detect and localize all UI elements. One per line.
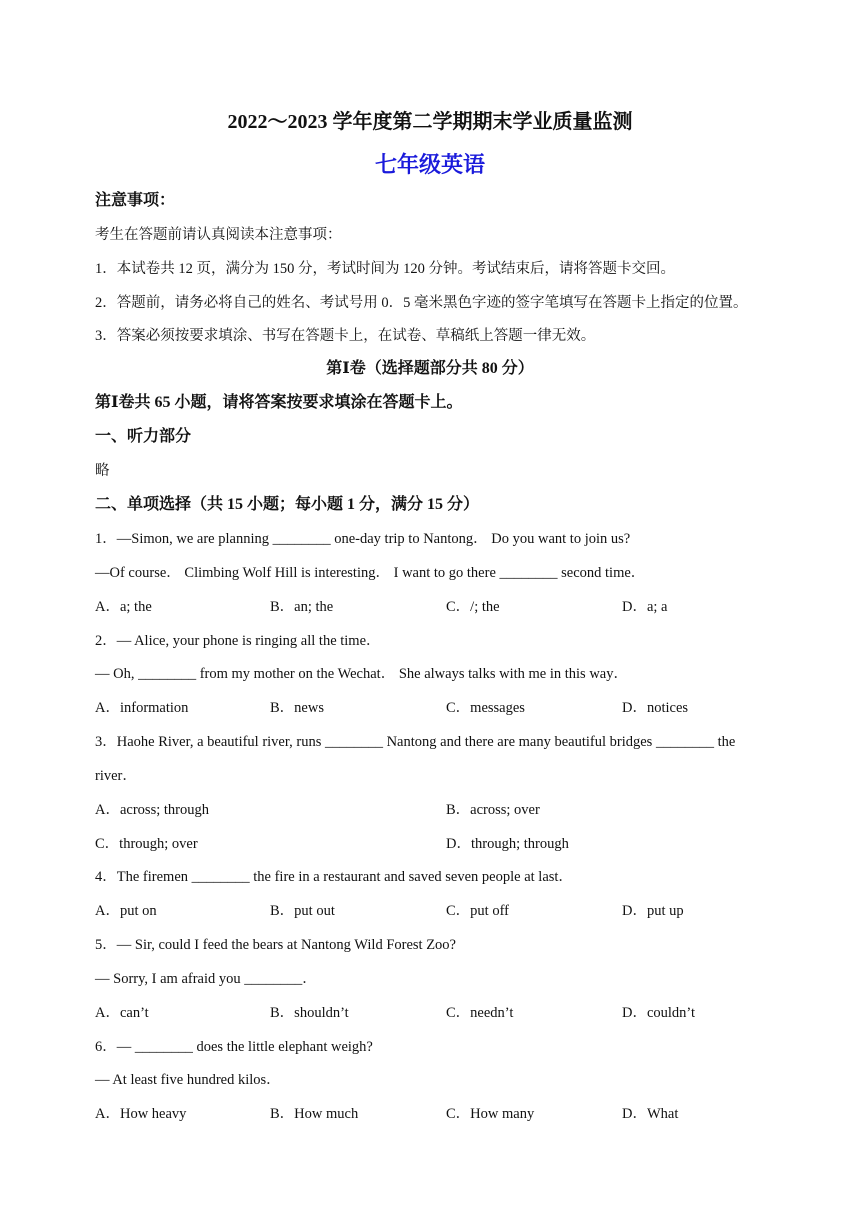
option-a: A．information <box>95 700 189 716</box>
exam-subtitle: 七年级英语 <box>374 152 485 177</box>
notes-intro: 考生在答题前请认真阅读本注意事项： <box>95 227 342 243</box>
option-c: C．put off <box>446 903 509 919</box>
notes-item: 2．答题前，请务必将自己的姓名、考试号用 0．5 毫米黑色字迹的签字笔填写在答题卡上指定的位置。 <box>95 295 748 311</box>
option-b: B．across; over <box>446 802 540 818</box>
option-c: C．through; over <box>95 836 198 852</box>
volume-instruction: 第Ⅰ卷共 65 小题，请将答案按要求填涂在答题卡上。 <box>95 394 463 411</box>
single-choice-heading: 二、单项选择（共 15 小题；每小题 1 分，满分 15 分） <box>95 496 480 513</box>
option-a: A．can’t <box>95 1005 149 1021</box>
notes-item: 1．本试卷共 12 页，满分为 150 分，考试时间为 120 分钟。考试结束后，请将答题卡交回。 <box>95 261 675 277</box>
option-b: B．an; the <box>270 599 334 615</box>
listening-content: 略 <box>95 463 110 479</box>
option-b: B．How much <box>270 1106 359 1122</box>
question-line: —Of course． Climbing Wolf Hill is interesting． I want to go there ________ second time． <box>95 565 646 581</box>
option-b: B．shouldn’t <box>270 1005 349 1021</box>
question-line: 4．The firemen ________ the fire in a restaurant and saved seven people at last． <box>95 869 573 885</box>
notes-heading: 注意事项： <box>95 192 176 209</box>
listening-heading: 一、听力部分 <box>95 428 192 445</box>
option-b: B．put out <box>270 903 335 919</box>
volume-heading: 第Ⅰ卷（选择题部分共 80 分） <box>326 360 534 377</box>
notes-item: 3．答案必须按要求填涂、书写在答题卡上，在试卷、草稿纸上答题一律无效。 <box>95 328 596 344</box>
question-line: 5．— Sir, could I feed the bears at Nantong Wild Forest Zoo? <box>95 937 456 953</box>
option-a: A．How heavy <box>95 1106 187 1122</box>
option-b: B．news <box>270 700 324 716</box>
question-line: — Oh, ________ from my mother on the Wechat． She always talks with me in this way． <box>95 666 628 682</box>
question-line: — At least five hundred kilos． <box>95 1072 281 1088</box>
option-c: C．messages <box>446 700 525 716</box>
option-a: A．put on <box>95 903 157 919</box>
option-a: A．a; the <box>95 599 152 615</box>
option-c: C．How many <box>446 1106 535 1122</box>
question-line: river． <box>95 768 137 784</box>
option-c: C．/; the <box>446 599 500 615</box>
option-d: D．put up <box>622 903 684 919</box>
question-line: — Sorry, I am afraid you ________． <box>95 971 317 987</box>
option-d: D．a; a <box>622 599 668 615</box>
option-c: C．needn’t <box>446 1005 514 1021</box>
option-a: A．across; through <box>95 802 209 818</box>
question-line: 1．—Simon, we are planning ________ one-day trip to Nantong． Do you want to join us? <box>95 531 631 547</box>
option-d: D．couldn’t <box>622 1005 696 1021</box>
exam-title: 2022～2023 学年度第二学期期末学业质量监测 <box>227 111 633 133</box>
option-d: D．through; through <box>446 836 569 852</box>
question-line: 2．— Alice, your phone is ringing all the time． <box>95 633 381 649</box>
option-d: D．notices <box>622 700 689 716</box>
question-line: 6．— ________ does the little elephant weigh? <box>95 1039 373 1055</box>
question-line: 3．Haohe River, a beautiful river, runs ________ Nantong and there are many beautiful bridges ________ the <box>95 734 736 750</box>
option-d: D．What <box>622 1106 679 1122</box>
